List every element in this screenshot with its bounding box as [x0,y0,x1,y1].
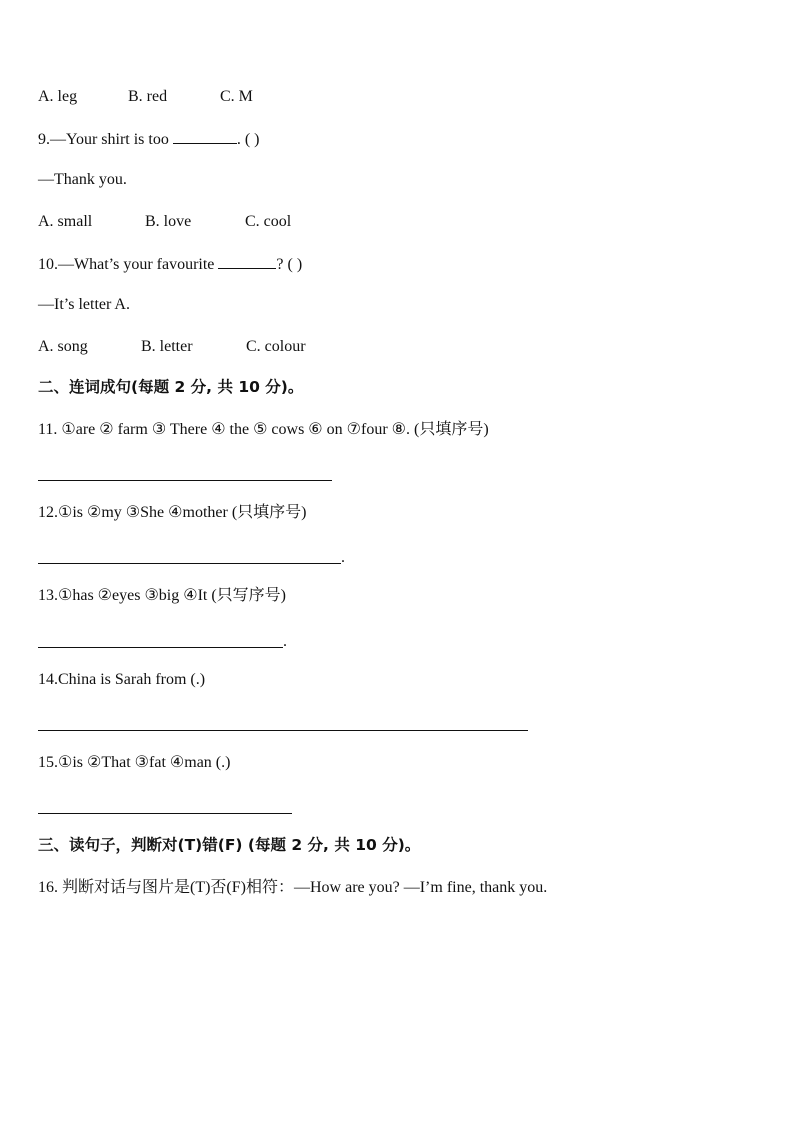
q9-suffix: . ( ) [236,131,260,148]
section-3-heading: 三、读句子，判断对(T)错(F) (每题 2 分, 共 10 分)。 [38,836,421,854]
q8-option-a: A. leg [38,88,78,105]
q9-blank[interactable] [173,129,237,144]
q12-answer-line[interactable] [38,563,341,564]
q16-prompt: 16. 判断对话与图片是(T)否(F)相符：—How are you? —I’m fine, thank you. [38,879,548,896]
q11-answer-line[interactable] [38,480,332,481]
q12-prompt: 12.①is ②my ③She ④mother (只填序号) [38,504,307,521]
q13-prompt: 13.①has ②eyes ③big ④It (只写序号) [38,587,287,604]
q10-option-b: B. letter [141,338,193,355]
q10-option-c: C. colour [246,338,306,355]
q10-blank[interactable] [218,254,276,269]
q8-option-c: C. M [220,88,253,105]
q9-options [38,212,291,232]
q11-prompt: 11. ①are ② farm ③ There ④ the ⑤ cows ⑥ on ⑦four ⑧. (只填序号) [38,421,489,438]
q9-prefix: 9.—Your shirt is too [38,131,173,148]
q10-suffix: ? ( ) [276,256,303,273]
q9-question [38,129,260,150]
q15-prompt: 15.①is ②That ③fat ④man (.) [38,754,231,771]
q9-option-c: C. cool [245,213,292,230]
q8-option-b: B. red [128,88,168,105]
q13-answer-line[interactable] [38,647,283,648]
q15-answer-line[interactable] [38,813,292,814]
q10-option-a: A. song [38,338,88,355]
section-2-heading: 二、连词成句(每题 2 分, 共 10 分)。 [38,378,304,396]
q13-end-period: . [283,633,287,650]
q12-end-period: . [341,549,345,566]
q10-reply: —It’s letter A. [38,296,130,313]
q9-option-b: B. love [145,213,192,230]
q14-prompt: 14.China is Sarah from (.) [38,671,206,688]
q8-options [38,87,253,107]
q14-answer-line[interactable] [38,730,528,731]
q10-prefix: 10.—What’s your favourite [38,256,219,273]
q9-reply: —Thank you. [38,171,127,188]
q10-options [38,337,306,357]
q9-option-a: A. small [38,213,93,230]
q10-question [38,254,302,275]
